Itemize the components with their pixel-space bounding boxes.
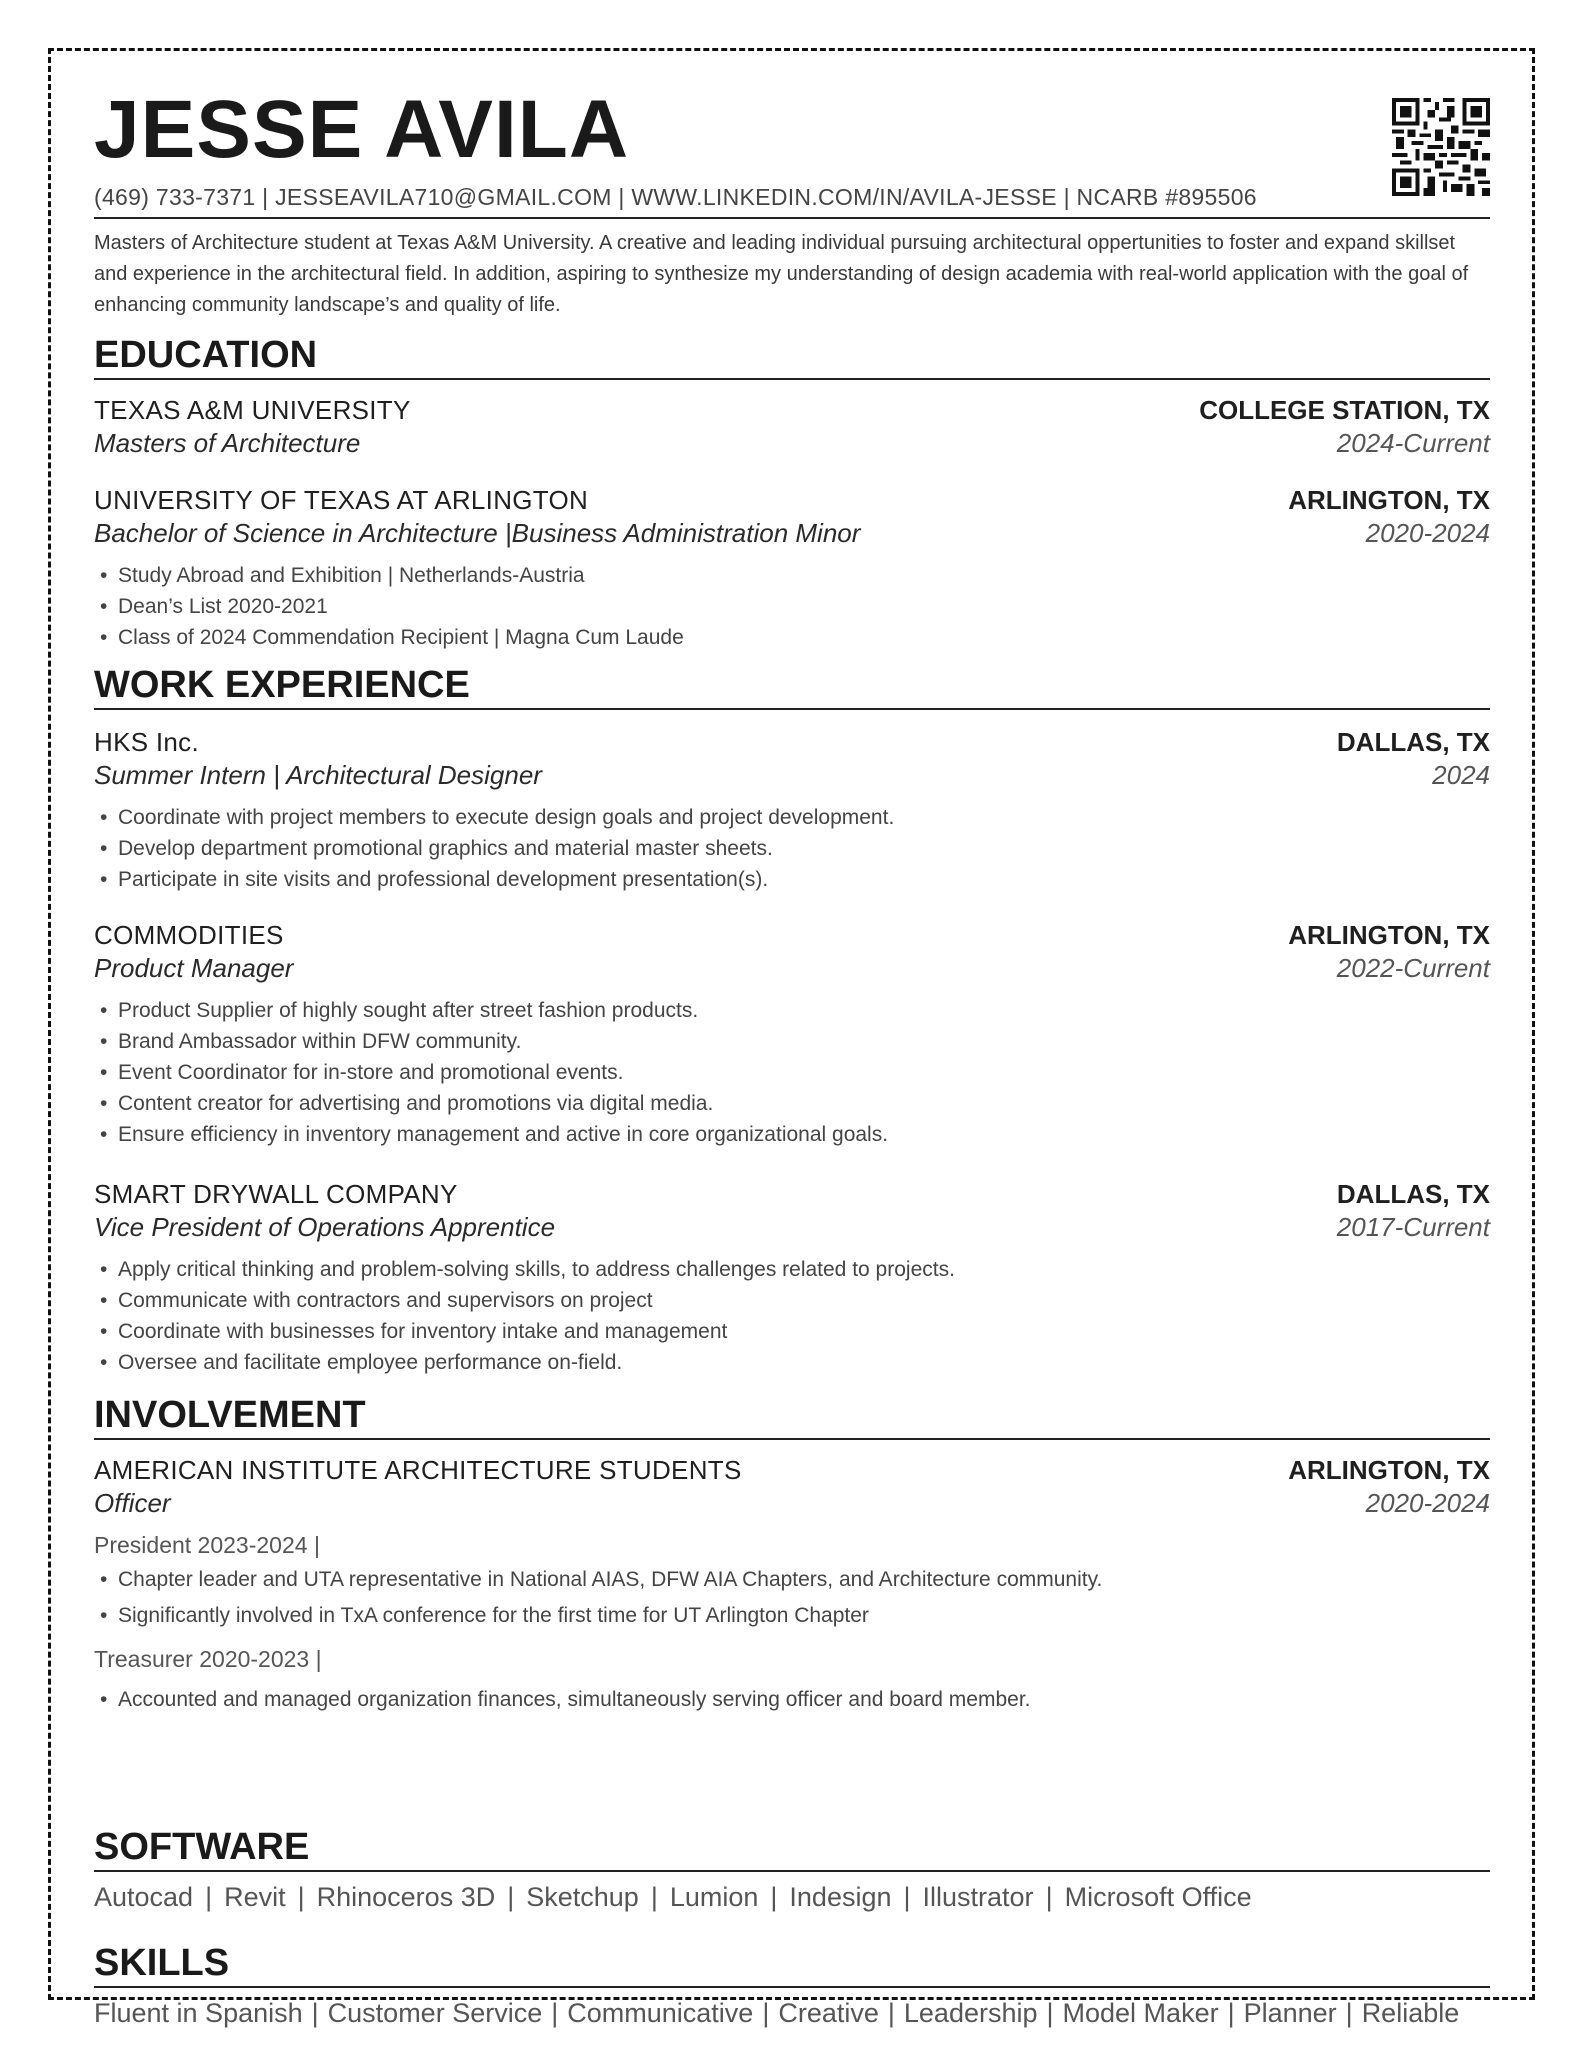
list-item: • Develop department promotional graphics and material master sheets.: [94, 833, 1490, 864]
entry-date: 2022-Current: [1336, 953, 1490, 983]
entry-date: 2017-Current: [1336, 1212, 1490, 1242]
entry-role: Bachelor of Science in Architecture |Business Administration Minor: [94, 518, 861, 548]
involvement-entry: [94, 1454, 1490, 1715]
entry-location: ARLINGTON, TX: [1288, 920, 1490, 950]
skill-item: Model Maker: [1062, 1998, 1219, 2028]
bullet-list: [94, 995, 1490, 1150]
entry-location: ARLINGTON, TX: [1288, 485, 1490, 515]
software-item: Lumion: [669, 1882, 759, 1912]
list-item: • Chapter leader and UTA representative in National AIAS, DFW AIA Chapters, and Architecture community.: [94, 1562, 1490, 1598]
position-label: President 2023-2024 |: [94, 1532, 320, 1558]
software-item: Microsoft Office: [1064, 1882, 1252, 1912]
entry-role: Masters of Architecture: [94, 428, 361, 458]
section-title-skills: SKILLS: [94, 1940, 1490, 1988]
skill-item: Customer Service: [327, 1998, 543, 2028]
list-item: • Event Coordinator for in-store and promotional events.: [94, 1057, 1490, 1088]
list-item: • Ensure efficiency in inventory management and active in core organizational goals.: [94, 1119, 1490, 1150]
work-entry: [94, 919, 1490, 1150]
entry-location: ARLINGTON, TX: [1288, 1455, 1490, 1485]
skill-item: Leadership: [903, 1998, 1038, 2028]
work-entry: [94, 1178, 1490, 1378]
list-item: • Accounted and managed organization finances, simultaneously serving officer and board member.: [94, 1684, 1490, 1715]
software-item: Sketchup: [526, 1882, 639, 1912]
list-item: • Participate in site visits and professional development presentation(s).: [94, 864, 1490, 895]
skill-item: Fluent in Spanish: [94, 1998, 303, 2028]
section-title-education: EDUCATION: [94, 332, 1490, 380]
entry-role: Product Manager: [94, 953, 294, 983]
list-item: • Significantly involved in TxA conference for the first time for UT Arlington Chapter: [94, 1598, 1490, 1634]
skill-item: Communicative: [567, 1998, 754, 2028]
section-title-work-experience: WORK EXPERIENCE: [94, 662, 1490, 710]
entry-role: Officer: [94, 1488, 171, 1518]
entry-organization: UNIVERSITY OF TEXAS AT ARLINGTON: [94, 485, 589, 515]
software-list: Autocad | Revit | Rhinoceros 3D | Sketchup | Lumion | Indesign | Illustrator | Microsoft Office: [94, 1882, 1252, 1912]
software-item: Revit: [224, 1882, 286, 1912]
list-item: • Dean’s List 2020-2021: [94, 591, 1490, 622]
entry-location: COLLEGE STATION, TX: [1199, 395, 1490, 425]
entry-organization: COMMODITIES: [94, 920, 284, 950]
education-entry: [94, 484, 1490, 653]
entry-organization: AMERICAN INSTITUTE ARCHITECTURE STUDENTS: [94, 1455, 742, 1485]
entry-date: 2020-2024: [1365, 1488, 1490, 1518]
section-title-software: SOFTWARE: [94, 1824, 1490, 1872]
list-item: • Study Abroad and Exhibition | Netherlands-Austria: [94, 560, 1490, 591]
list-item: • Content creator for advertising and promotions via digital media.: [94, 1088, 1490, 1119]
entry-organization: TEXAS A&M UNIVERSITY: [94, 395, 411, 425]
entry-role: Vice President of Operations Apprentice: [94, 1212, 556, 1242]
work-entry: [94, 726, 1490, 895]
list-item: • Apply critical thinking and problem-solving skills, to address challenges related to projects.: [94, 1254, 1490, 1285]
entry-date: 2020-2024: [1365, 518, 1490, 548]
list-item: • Coordinate with project members to execute design goals and project development.: [94, 802, 1490, 833]
bullet-list: [94, 1562, 1490, 1634]
entry-location: DALLAS, TX: [1336, 1179, 1490, 1209]
skill-item: Planner: [1243, 1998, 1337, 2028]
entry-date: 2024: [1432, 760, 1490, 790]
bullet-list: [94, 1684, 1490, 1715]
education-entry: [94, 394, 1490, 460]
entry-role: Summer Intern | Architectural Designer: [94, 760, 542, 790]
list-item: • Oversee and facilitate employee performance on-field.: [94, 1347, 1490, 1378]
entry-location: DALLAS, TX: [1336, 727, 1490, 757]
bullet-list: [94, 560, 1490, 653]
software-item: Indesign: [789, 1882, 892, 1912]
software-item: Autocad: [94, 1882, 194, 1912]
list-item: • Brand Ambassador within DFW community.: [94, 1026, 1490, 1057]
contact-line: (469) 733-7371 | JESSEAVILA710@GMAIL.COM | WWW.LINKEDIN.COM/IN/AVILA-JESSE | NCARB #895506: [94, 184, 1490, 219]
skills-list: Fluent in Spanish | Customer Service | Communicative | Creative | Leadership | Model Maker | Planner | Reliable: [94, 1998, 1460, 2028]
bullet-list: [94, 802, 1490, 895]
section-title-involvement: INVOLVEMENT: [94, 1392, 1490, 1440]
entry-organization: SMART DRYWALL COMPANY: [94, 1179, 458, 1209]
entry-organization: HKS Inc.: [94, 727, 199, 757]
list-item: • Product Supplier of highly sought after street fashion products.: [94, 995, 1490, 1026]
resume-name: JESSE AVILA: [94, 84, 630, 175]
bullet-list: [94, 1254, 1490, 1378]
list-item: • Coordinate with businesses for inventory intake and management: [94, 1316, 1490, 1347]
skill-item: Creative: [778, 1998, 879, 2028]
entry-date: 2024-Current: [1336, 428, 1490, 458]
summary-paragraph: Masters of Architecture student at Texas A&M University. A creative and leading individual pursuing architectural oppertunities to foster and expand skillset and experience in the architectural field. In addition, aspiring to synthesize my understanding of design academia with real-world application with the goal of enhancing community landscape’s and quality of life.: [94, 232, 1469, 316]
skill-item: Reliable: [1361, 1998, 1460, 2028]
software-item: Illustrator: [922, 1882, 1034, 1912]
list-item: • Class of 2024 Commendation Recipient | Magna Cum Laude: [94, 622, 1490, 653]
software-item: Rhinoceros 3D: [316, 1882, 496, 1912]
list-item: • Communicate with contractors and supervisors on project: [94, 1285, 1490, 1316]
qr-code-icon: [1392, 98, 1490, 196]
position-label: Treasurer 2020-2023 |: [94, 1646, 322, 1672]
